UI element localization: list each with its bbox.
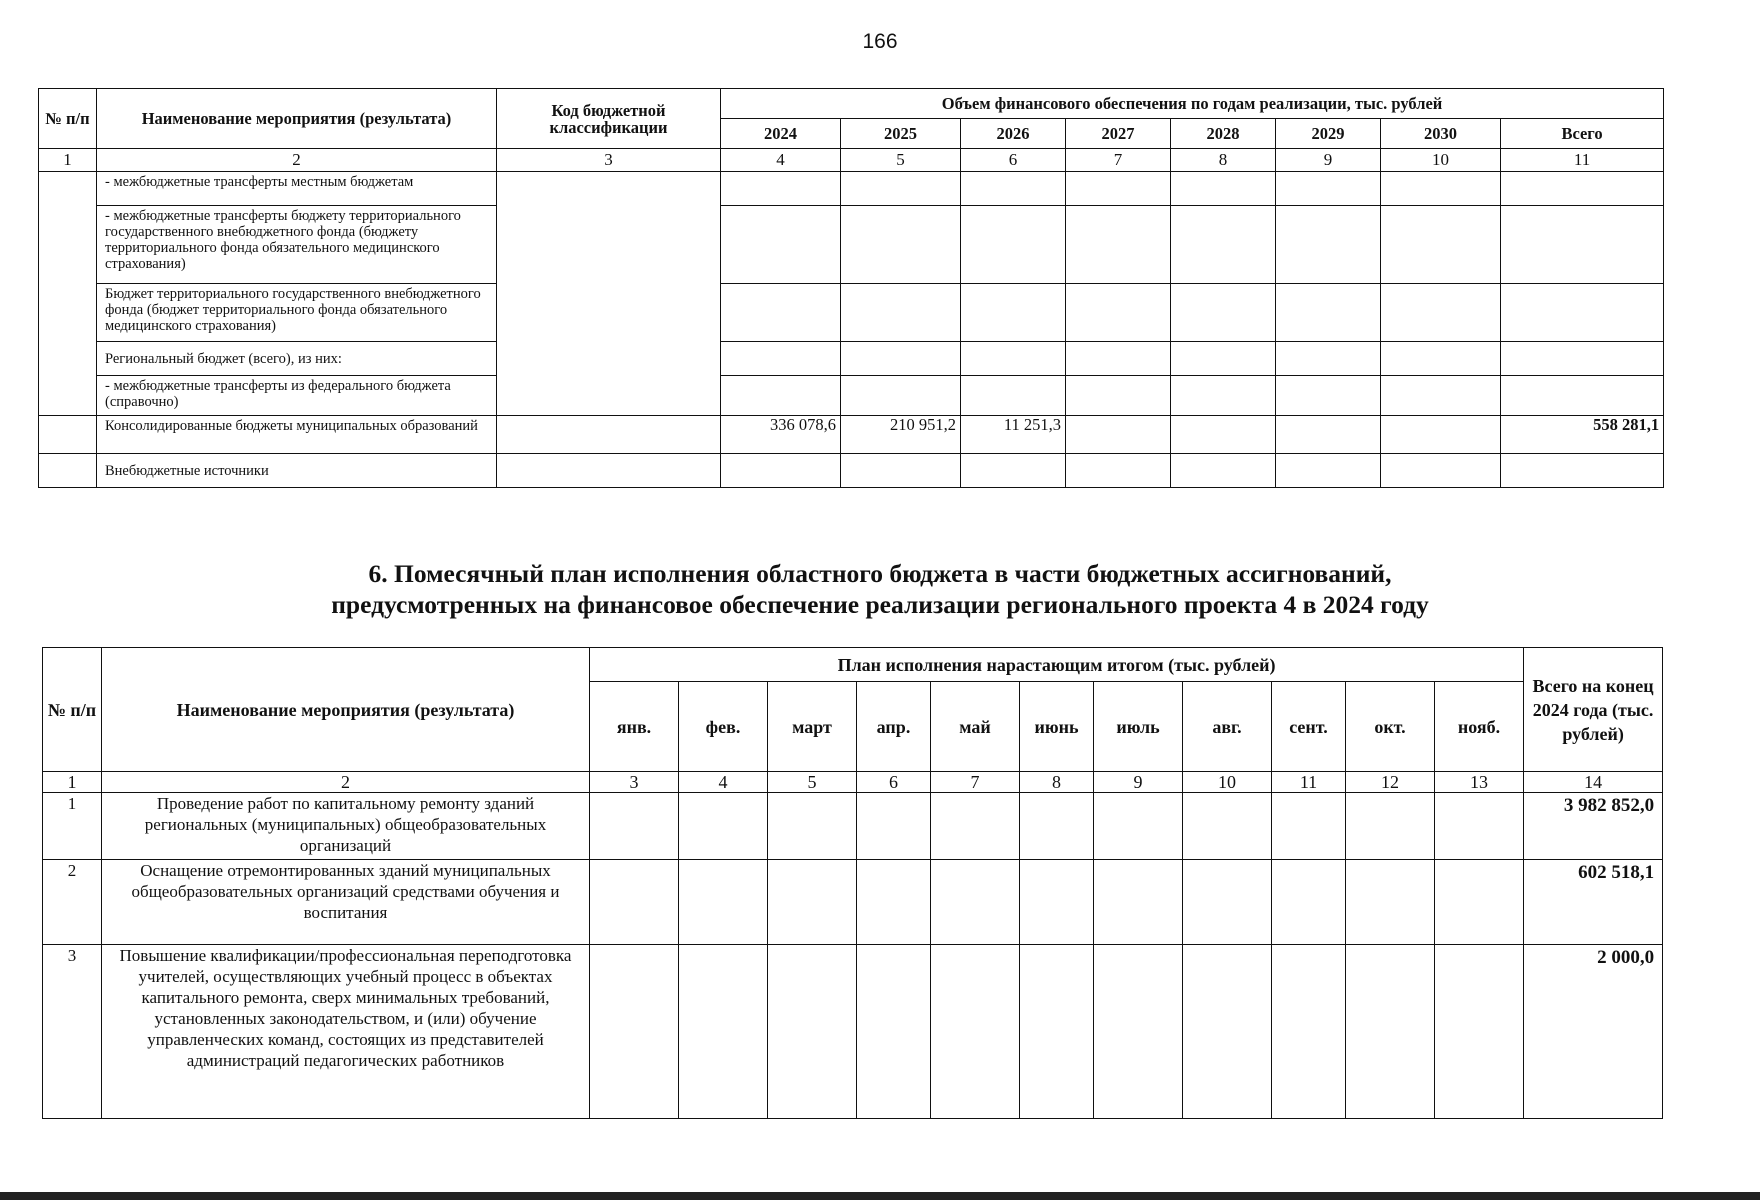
header-name: Наименование мероприятия (результата) (102, 648, 590, 772)
code-cell (497, 454, 721, 488)
header-year: 2029 (1276, 119, 1381, 149)
value-cell (1066, 454, 1171, 488)
table-row (43, 945, 1663, 1119)
table-row (39, 416, 1664, 454)
value-cell (1501, 376, 1664, 416)
column-index-row (43, 772, 1663, 793)
column-index: 3 (590, 772, 679, 793)
table-row (39, 376, 1664, 416)
header-year: 2024 (721, 119, 841, 149)
month-cell (1272, 945, 1346, 1119)
value-cell (1381, 416, 1501, 454)
row-name: Консолидированные бюджеты муниципальных образований (97, 416, 497, 454)
month-cell (857, 860, 931, 945)
section-title-line: 6. Помесячный план исполнения областного бюджета в части бюджетных ассигнований, (368, 559, 1392, 588)
month-cell (768, 793, 857, 860)
value-cell (1381, 454, 1501, 488)
value-cell (1276, 454, 1381, 488)
row-name: Бюджет территориального государственного внебюджетного фонда (бюджет территориального фонда обязательного медицинского страхования) (97, 284, 497, 342)
month-cell (931, 793, 1020, 860)
value-cell: 210 951,2 (841, 416, 961, 454)
value-cell (1381, 284, 1501, 342)
value-cell (841, 206, 961, 284)
header-month: янв. (590, 682, 679, 772)
month-cell (1346, 860, 1435, 945)
header-month: нояб. (1435, 682, 1524, 772)
value-cell (1501, 342, 1664, 376)
row-name: Повышение квалификации/профессиональная переподготовка учителей, осуществляющих учебный процесс в объектах капитального ремонта, сверх минимальных требований, установленных законодательством, и (или) обучение управленческих команд, состоящих из представителей администраций педагогических работников (102, 945, 590, 1119)
financing-table (38, 88, 1664, 488)
column-index: 7 (931, 772, 1020, 793)
value-cell (721, 172, 841, 206)
value-cell (961, 206, 1066, 284)
month-cell (1435, 945, 1524, 1119)
value-cell (1501, 454, 1664, 488)
header-num: № п/п (39, 89, 97, 149)
value-cell (961, 172, 1066, 206)
value-cell (1381, 342, 1501, 376)
value-cell (961, 454, 1066, 488)
month-cell (1435, 860, 1524, 945)
header-month: май (931, 682, 1020, 772)
row-num: 2 (43, 860, 102, 945)
value-cell (1276, 416, 1381, 454)
row-name: Внебюджетные источники (97, 454, 497, 488)
table-row (43, 793, 1663, 860)
header-month: апр. (857, 682, 931, 772)
value-cell (1276, 284, 1381, 342)
value-cell (1066, 416, 1171, 454)
value-cell (1501, 206, 1664, 284)
value-cell (1066, 284, 1171, 342)
value-cell (841, 172, 961, 206)
header-year: 2026 (961, 119, 1066, 149)
value-cell (1066, 172, 1171, 206)
value-cell (721, 342, 841, 376)
column-index-row (39, 149, 1664, 172)
month-cell (1272, 793, 1346, 860)
month-cell (1183, 945, 1272, 1119)
value-cell (1066, 342, 1171, 376)
value-cell (1171, 206, 1276, 284)
column-index: 6 (961, 149, 1066, 172)
value-cell (961, 376, 1066, 416)
value-cell (841, 342, 961, 376)
value-cell (1276, 376, 1381, 416)
num-cell (39, 416, 97, 454)
column-index: 9 (1276, 149, 1381, 172)
month-cell (1094, 860, 1183, 945)
month-cell (1094, 793, 1183, 860)
header-month: март (768, 682, 857, 772)
value-cell (841, 454, 961, 488)
value-cell (1276, 342, 1381, 376)
column-index: 10 (1381, 149, 1501, 172)
value-cell (1171, 454, 1276, 488)
value-cell (841, 376, 961, 416)
value-cell (1501, 284, 1664, 342)
row-total: 3 982 852,0 (1524, 793, 1663, 860)
row-name: - межбюджетные трансферты бюджету территориального государственного внебюджетного фонда (бюджету территориального фонда обязательного медицинского страхования) (97, 206, 497, 284)
section-title-line: предусмотренных на финансовое обеспечение реализации регионального проекта 4 в 2024 году (331, 590, 1429, 619)
row-name: - межбюджетные трансферты из федерального бюджета (справочно) (97, 376, 497, 416)
column-index: 5 (841, 149, 961, 172)
row-name: Региональный бюджет (всего), из них: (97, 342, 497, 376)
month-cell (1272, 860, 1346, 945)
value-cell: 558 281,1 (1501, 416, 1664, 454)
column-index: 2 (102, 772, 590, 793)
header-total: Всего (1501, 119, 1664, 149)
section-title (0, 558, 1760, 620)
value-cell (1171, 416, 1276, 454)
value-cell (721, 376, 841, 416)
column-index: 8 (1171, 149, 1276, 172)
header-month: авг. (1183, 682, 1272, 772)
month-cell (857, 945, 931, 1119)
month-cell (590, 945, 679, 1119)
column-index: 6 (857, 772, 931, 793)
column-index: 14 (1524, 772, 1663, 793)
value-cell (1501, 172, 1664, 206)
code-cell (497, 416, 721, 454)
page-number: 166 (862, 30, 898, 53)
table-row (39, 172, 1664, 206)
scan-edge (0, 1192, 1760, 1200)
code-cell (497, 172, 721, 416)
row-total: 2 000,0 (1524, 945, 1663, 1119)
column-index: 1 (43, 772, 102, 793)
column-index: 5 (768, 772, 857, 793)
value-cell (1171, 376, 1276, 416)
row-name: - межбюджетные трансферты местным бюджетам (97, 172, 497, 206)
header-year: 2025 (841, 119, 961, 149)
header-total: Всего на конец 2024 года (тыс. рублей) (1524, 648, 1663, 772)
header-num: № п/п (43, 648, 102, 772)
table-row (39, 454, 1664, 488)
header-month: июль (1094, 682, 1183, 772)
header-volume: Объем финансового обеспечения по годам реализации, тыс. рублей (721, 89, 1664, 119)
num-cell (39, 172, 97, 416)
header-year: 2028 (1171, 119, 1276, 149)
value-cell (1381, 206, 1501, 284)
column-index: 7 (1066, 149, 1171, 172)
header-code: Код бюджетной классификации (497, 89, 721, 149)
month-cell (768, 945, 857, 1119)
value-cell (1381, 376, 1501, 416)
month-cell (857, 793, 931, 860)
month-cell (1020, 945, 1094, 1119)
header-plan: План исполнения нарастающим итогом (тыс. рублей) (590, 648, 1524, 682)
month-cell (590, 793, 679, 860)
column-index: 3 (497, 149, 721, 172)
value-cell (1276, 206, 1381, 284)
value-cell: 336 078,6 (721, 416, 841, 454)
column-index: 12 (1346, 772, 1435, 793)
row-name: Проведение работ по капитальному ремонту зданий региональных (муниципальных) общеобразовательных организаций (102, 793, 590, 860)
num-cell (39, 454, 97, 488)
month-cell (931, 860, 1020, 945)
month-cell (768, 860, 857, 945)
value-cell (721, 206, 841, 284)
month-cell (1020, 793, 1094, 860)
month-cell (1346, 945, 1435, 1119)
monthly-plan-table (42, 647, 1663, 1119)
column-index: 11 (1501, 149, 1664, 172)
value-cell (961, 342, 1066, 376)
value-cell (841, 284, 961, 342)
header-month: сент. (1272, 682, 1346, 772)
table-row (39, 206, 1664, 284)
column-index: 1 (39, 149, 97, 172)
month-cell (1094, 945, 1183, 1119)
header-month: окт. (1346, 682, 1435, 772)
column-index: 11 (1272, 772, 1346, 793)
value-cell (1171, 172, 1276, 206)
header-month: фев. (679, 682, 768, 772)
header-month: июнь (1020, 682, 1094, 772)
column-index: 13 (1435, 772, 1524, 793)
table-row (43, 860, 1663, 945)
month-cell (1020, 860, 1094, 945)
column-index: 4 (679, 772, 768, 793)
month-cell (931, 945, 1020, 1119)
column-index: 8 (1020, 772, 1094, 793)
table-row (39, 342, 1664, 376)
column-index: 2 (97, 149, 497, 172)
column-index: 9 (1094, 772, 1183, 793)
row-name: Оснащение отремонтированных зданий муниципальных общеобразовательных организаций средствами обучения и воспитания (102, 860, 590, 945)
column-index: 4 (721, 149, 841, 172)
column-index: 10 (1183, 772, 1272, 793)
value-cell (961, 284, 1066, 342)
value-cell (721, 454, 841, 488)
row-total: 602 518,1 (1524, 860, 1663, 945)
header-year: 2030 (1381, 119, 1501, 149)
value-cell (1171, 342, 1276, 376)
row-num: 3 (43, 945, 102, 1119)
month-cell (590, 860, 679, 945)
month-cell (679, 860, 768, 945)
table-row (39, 284, 1664, 342)
value-cell: 11 251,3 (961, 416, 1066, 454)
value-cell (1276, 172, 1381, 206)
month-cell (1183, 860, 1272, 945)
value-cell (721, 284, 841, 342)
month-cell (679, 793, 768, 860)
value-cell (1066, 376, 1171, 416)
value-cell (1171, 284, 1276, 342)
value-cell (1381, 172, 1501, 206)
header-year: 2027 (1066, 119, 1171, 149)
month-cell (1183, 793, 1272, 860)
header-name: Наименование мероприятия (результата) (97, 89, 497, 149)
month-cell (1435, 793, 1524, 860)
row-num: 1 (43, 793, 102, 860)
value-cell (1066, 206, 1171, 284)
month-cell (679, 945, 768, 1119)
month-cell (1346, 793, 1435, 860)
